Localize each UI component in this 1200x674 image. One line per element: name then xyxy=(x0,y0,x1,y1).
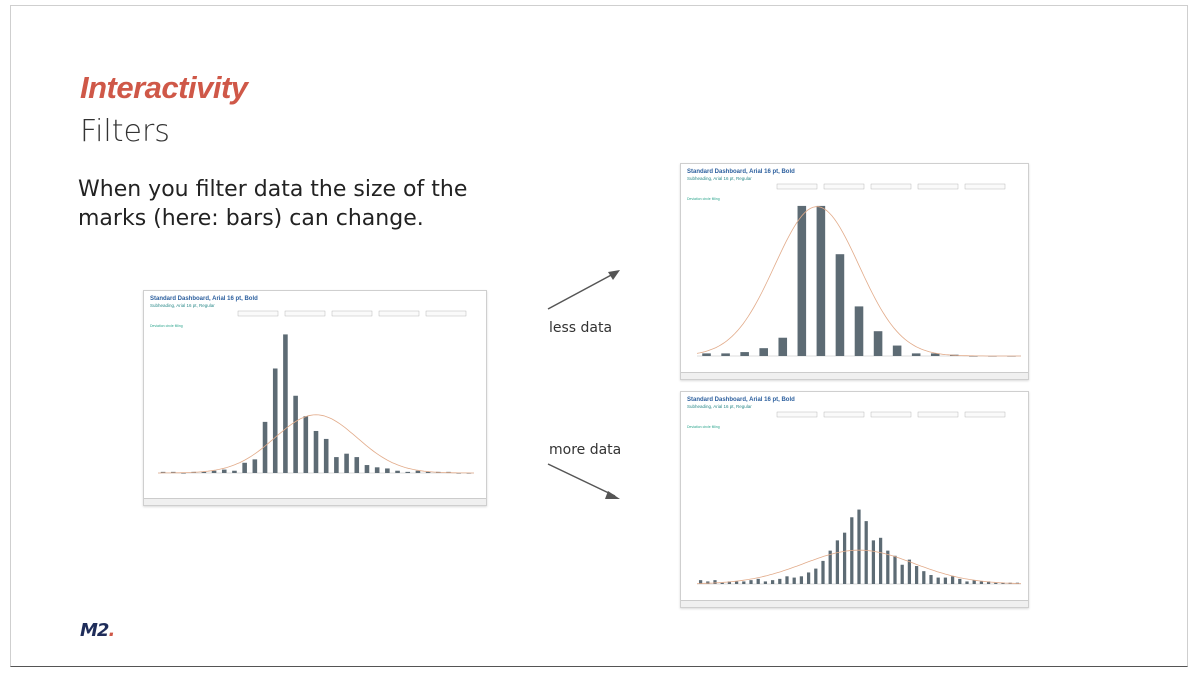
chart-bar xyxy=(800,576,803,584)
chart-bar xyxy=(293,396,298,473)
chart-bar xyxy=(212,471,217,473)
chart-bar xyxy=(879,538,882,584)
chart-bar xyxy=(702,353,711,356)
chart-label: Deviation circle filling xyxy=(687,197,720,201)
slide-body-text: When you filter data the size of the marks (here: bars) can change. xyxy=(78,177,468,231)
m2-logo: M2. xyxy=(80,620,115,641)
chart-bar xyxy=(893,556,896,584)
chart-bar xyxy=(253,459,258,473)
chart-bar xyxy=(344,454,349,473)
dashboard-subtitle: Subheading, Arial 16 pt, Regular xyxy=(687,404,752,409)
chart-bar xyxy=(735,581,738,584)
chart-bar xyxy=(354,457,359,473)
chart-bar xyxy=(958,579,961,584)
chart-bar xyxy=(395,471,400,473)
filter-dropdown[interactable] xyxy=(379,311,419,316)
chart-bar xyxy=(912,353,921,356)
filter-dropdown[interactable] xyxy=(777,412,817,417)
filter-dropdown[interactable] xyxy=(824,184,864,189)
chart-bar xyxy=(375,467,380,473)
dashboard-title: Standard Dashboard, Arial 16 pt, Bold xyxy=(150,296,258,302)
bar-chart-more xyxy=(681,392,1028,607)
chart-bar xyxy=(814,569,817,584)
chart-bar xyxy=(886,551,889,584)
dashboard-thumbnail-main xyxy=(143,290,487,506)
chart-bar xyxy=(965,581,968,584)
filter-dropdown[interactable] xyxy=(426,311,466,316)
chart-bar xyxy=(857,510,860,584)
filter-dropdown[interactable] xyxy=(824,412,864,417)
chart-bar xyxy=(324,439,329,473)
chart-bar xyxy=(836,540,839,584)
chart-bar xyxy=(740,352,749,356)
chart-bar xyxy=(757,579,760,584)
chart-bar xyxy=(901,565,904,584)
filter-dropdown[interactable] xyxy=(871,184,911,189)
chart-bar xyxy=(829,551,832,584)
chart-bar xyxy=(232,471,237,473)
chart-bar xyxy=(242,463,247,473)
dashboard-thumbnail-more xyxy=(680,391,1029,608)
chart-bar xyxy=(929,575,932,584)
chart-bar xyxy=(365,465,370,473)
slide-subtitle: Filters xyxy=(80,114,170,149)
label-less-data: less data xyxy=(549,320,613,336)
dashboard-subtitle: Subheading, Arial 16 pt, Regular xyxy=(150,303,215,308)
filter-dropdown[interactable] xyxy=(871,412,911,417)
chart-bar xyxy=(778,338,787,356)
bar-chart-less xyxy=(681,164,1028,379)
chart-bar xyxy=(742,581,745,584)
filter-dropdown[interactable] xyxy=(965,184,1005,189)
bar-chart-main xyxy=(144,291,486,505)
label-more-data: more data xyxy=(549,442,622,458)
chart-bar xyxy=(817,206,826,356)
chart-bar xyxy=(273,368,278,473)
chart-bar xyxy=(222,470,227,473)
dashboard-tabs xyxy=(681,372,1028,379)
dashboard-tabs xyxy=(144,498,486,505)
chart-bar xyxy=(759,348,768,356)
dashboard-tabs xyxy=(681,600,1028,607)
filter-dropdown[interactable] xyxy=(918,412,958,417)
chart-bar xyxy=(951,576,954,584)
chart-bar xyxy=(821,561,824,584)
chart-bar xyxy=(843,533,846,584)
filter-dropdown[interactable] xyxy=(777,184,817,189)
chart-bar xyxy=(405,472,410,473)
chart-bar xyxy=(749,580,752,584)
chart-bar xyxy=(872,540,875,584)
chart-bar xyxy=(385,468,390,473)
chart-bar xyxy=(764,581,767,584)
chart-bar xyxy=(874,331,883,356)
chart-bar xyxy=(855,306,864,356)
filter-dropdown[interactable] xyxy=(238,311,278,316)
filter-dropdown[interactable] xyxy=(918,184,958,189)
dashboard-title: Standard Dashboard, Arial 16 pt, Bold xyxy=(687,397,795,403)
chart-bar xyxy=(893,346,902,356)
chart-label: Deviation circle filling xyxy=(150,324,183,328)
chart-bar xyxy=(915,566,918,584)
chart-bar xyxy=(721,353,730,356)
chart-bar xyxy=(304,416,309,473)
chart-bar xyxy=(865,521,868,584)
dashboard-thumbnail-less xyxy=(680,163,1029,380)
chart-bar xyxy=(908,560,911,584)
arrow-up-right-icon xyxy=(545,265,625,315)
chart-bar xyxy=(980,581,983,584)
chart-bar xyxy=(771,580,774,584)
dashboard-subtitle: Subheading, Arial 16 pt, Regular xyxy=(687,176,752,181)
chart-bar xyxy=(283,334,288,473)
chart-bar xyxy=(807,572,810,584)
chart-bar xyxy=(785,576,788,584)
chart-bar xyxy=(798,206,807,356)
filter-dropdown[interactable] xyxy=(332,311,372,316)
chart-bar xyxy=(314,431,319,473)
chart-bar xyxy=(793,578,796,584)
dashboard-title: Standard Dashboard, Arial 16 pt, Bold xyxy=(687,169,795,175)
slide-title: Interactivity xyxy=(80,70,248,105)
filter-dropdown[interactable] xyxy=(285,311,325,316)
arrow-down-right-icon xyxy=(545,460,625,505)
chart-bar xyxy=(713,580,716,584)
chart-bar xyxy=(922,571,925,584)
chart-bar xyxy=(836,254,845,356)
chart-bar xyxy=(334,457,339,473)
filter-dropdown[interactable] xyxy=(965,412,1005,417)
chart-bar xyxy=(944,578,947,584)
chart-bar xyxy=(937,578,940,584)
chart-bar xyxy=(416,471,421,473)
chart-label: Deviation circle filling xyxy=(687,425,720,429)
chart-bar xyxy=(778,579,781,584)
